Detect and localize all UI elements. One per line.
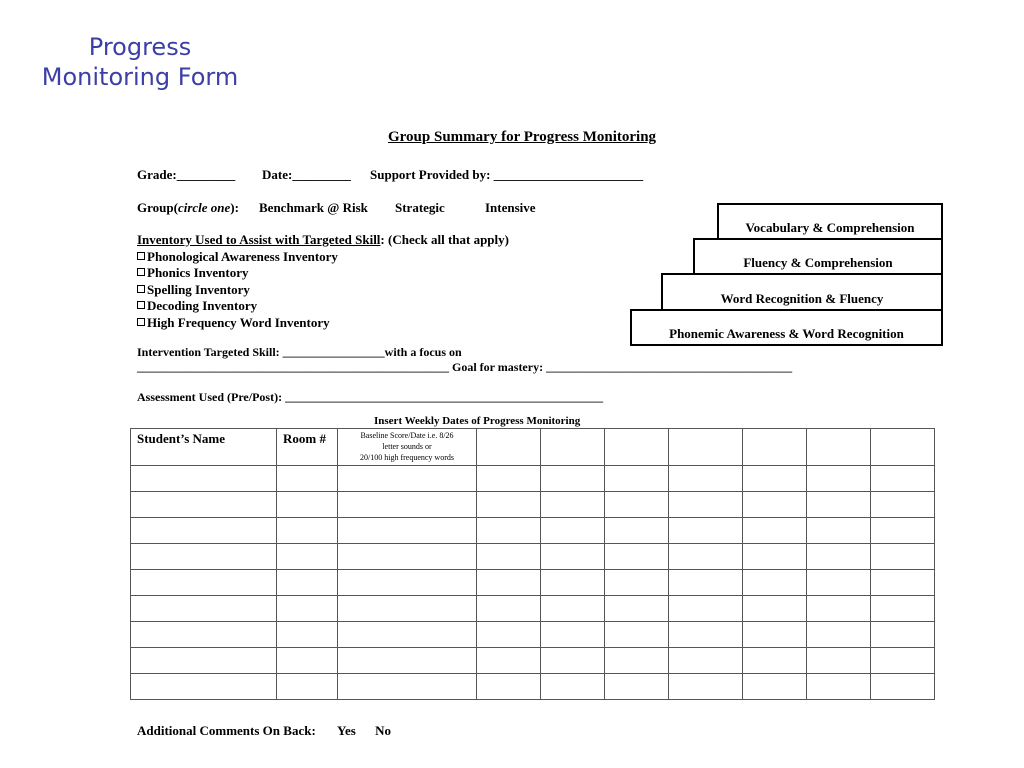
table-header-row xyxy=(131,429,935,466)
score-cell[interactable] xyxy=(871,570,935,596)
checkbox[interactable] xyxy=(137,268,145,276)
baseline-cell[interactable] xyxy=(338,674,477,700)
score-cell[interactable] xyxy=(477,492,541,518)
score-cell[interactable] xyxy=(807,492,871,518)
score-cell[interactable] xyxy=(477,570,541,596)
score-cell[interactable] xyxy=(807,622,871,648)
checkbox[interactable] xyxy=(137,285,145,293)
assessment-field[interactable]: Assessment Used (Pre/Post): _____________________________________________________ xyxy=(137,390,604,404)
group-circle-one: circle one xyxy=(177,200,231,215)
baseline-cell[interactable] xyxy=(338,622,477,648)
score-cell[interactable] xyxy=(541,596,605,622)
room-cell[interactable] xyxy=(277,492,338,518)
room-cell[interactable] xyxy=(277,596,338,622)
score-cell[interactable] xyxy=(871,622,935,648)
baseline-cell[interactable] xyxy=(338,596,477,622)
baseline-cell[interactable] xyxy=(338,648,477,674)
group-option-benchmark[interactable]: Benchmark @ Risk xyxy=(259,200,368,215)
header-room: Room # xyxy=(277,429,338,466)
week-date-cell[interactable] xyxy=(541,429,605,466)
header-baseline xyxy=(338,429,477,466)
checklist-item[interactable] xyxy=(137,249,338,265)
checklist-item[interactable] xyxy=(137,298,338,314)
score-cell[interactable] xyxy=(743,674,807,700)
score-cell[interactable] xyxy=(541,492,605,518)
score-cell[interactable] xyxy=(605,570,669,596)
student-name-cell[interactable] xyxy=(131,492,277,518)
score-cell[interactable] xyxy=(743,596,807,622)
score-cell[interactable] xyxy=(477,596,541,622)
table-row xyxy=(131,492,935,518)
score-cell[interactable] xyxy=(477,544,541,570)
checklist-item-label: Phonics Inventory xyxy=(147,265,249,281)
stair-step-label: Word Recognition & Fluency xyxy=(720,291,884,306)
date-field[interactable]: Date:_________ xyxy=(262,167,351,182)
student-name-cell[interactable] xyxy=(131,518,277,544)
score-cell[interactable] xyxy=(871,674,935,700)
inventory-label: Inventory Used to Assist with Targeted Skill xyxy=(137,232,381,247)
baseline-cell[interactable] xyxy=(338,544,477,570)
goal-mastery-field[interactable]: ____________________________________________________ Goal for mastery: _________________________________________ xyxy=(137,360,793,374)
score-cell[interactable] xyxy=(605,674,669,700)
score-cell[interactable] xyxy=(477,466,541,492)
student-name-cell[interactable] xyxy=(131,570,277,596)
score-cell[interactable] xyxy=(871,492,935,518)
group-suffix: ): xyxy=(230,200,239,215)
score-cell[interactable] xyxy=(743,518,807,544)
inventory-instruction: : (Check all that apply) xyxy=(380,232,509,247)
score-cell[interactable] xyxy=(743,492,807,518)
score-cell[interactable] xyxy=(807,544,871,570)
week-date-cell[interactable] xyxy=(807,429,871,466)
baseline-cell[interactable] xyxy=(338,570,477,596)
checklist-item-label: Phonological Awareness Inventory xyxy=(147,249,338,264)
inventory-checklist xyxy=(137,249,338,331)
table-row xyxy=(131,622,935,648)
score-cell[interactable] xyxy=(669,544,743,570)
week-date-cell[interactable] xyxy=(605,429,669,466)
score-cell[interactable] xyxy=(669,492,743,518)
checkbox[interactable] xyxy=(137,301,145,309)
baseline-cell[interactable] xyxy=(338,492,477,518)
score-cell[interactable] xyxy=(807,674,871,700)
score-cell[interactable] xyxy=(743,622,807,648)
score-cell[interactable] xyxy=(477,622,541,648)
stair-step-vocabulary xyxy=(717,203,943,240)
baseline-cell[interactable] xyxy=(338,518,477,544)
score-cell[interactable] xyxy=(871,518,935,544)
score-cell[interactable] xyxy=(605,544,669,570)
room-cell[interactable] xyxy=(277,674,338,700)
stair-step-fluency xyxy=(693,238,943,275)
comments-label: Additional Comments On Back: xyxy=(137,723,316,738)
score-cell[interactable] xyxy=(743,466,807,492)
grade-field[interactable]: Grade:_________ xyxy=(137,167,236,182)
inventory-heading xyxy=(137,232,509,248)
score-cell[interactable] xyxy=(669,648,743,674)
score-cell[interactable] xyxy=(871,466,935,492)
form-heading: Group Summary for Progress Monitoring xyxy=(388,129,657,145)
group-label xyxy=(137,200,239,216)
weekly-dates-caption: Insert Weekly Dates of Progress Monitoring xyxy=(374,415,581,427)
student-name-cell[interactable] xyxy=(131,596,277,622)
score-cell[interactable] xyxy=(541,518,605,544)
group-option-strategic[interactable]: Strategic xyxy=(395,200,445,215)
room-cell[interactable] xyxy=(277,622,338,648)
checkbox[interactable] xyxy=(137,318,145,326)
score-cell[interactable] xyxy=(541,674,605,700)
support-field[interactable]: Support Provided by: _______________________ xyxy=(370,167,644,182)
page-title-line-1: Progress xyxy=(88,33,192,61)
stair-step-label: Vocabulary & Comprehension xyxy=(745,220,915,235)
page-title-line-2: Monitoring Form xyxy=(41,63,239,91)
score-cell[interactable] xyxy=(871,596,935,622)
score-cell[interactable] xyxy=(871,648,935,674)
score-cell[interactable] xyxy=(605,622,669,648)
table-row xyxy=(131,544,935,570)
score-cell[interactable] xyxy=(477,518,541,544)
score-cell[interactable] xyxy=(669,570,743,596)
intervention-skill-field[interactable]: Intervention Targeted Skill: _________________with a focus on xyxy=(137,345,462,359)
stair-step-label: Phonemic Awareness & Word Recognition xyxy=(669,326,904,341)
score-cell[interactable] xyxy=(669,674,743,700)
student-name-cell[interactable] xyxy=(131,648,277,674)
score-cell[interactable] xyxy=(605,596,669,622)
score-cell[interactable] xyxy=(605,648,669,674)
baseline-line: 20/100 high frequency words xyxy=(360,453,454,462)
score-cell[interactable] xyxy=(541,570,605,596)
baseline-cell[interactable] xyxy=(338,466,477,492)
checklist-item[interactable] xyxy=(137,282,338,298)
table-row xyxy=(131,674,935,700)
checklist-item-label: High Frequency Word Inventory xyxy=(147,314,330,330)
progress-table xyxy=(130,428,935,700)
page-title xyxy=(20,32,260,92)
score-cell[interactable] xyxy=(541,622,605,648)
student-name-cell[interactable] xyxy=(131,544,277,570)
room-cell[interactable] xyxy=(277,544,338,570)
score-cell[interactable] xyxy=(477,674,541,700)
stair-step-word-recognition xyxy=(661,273,943,311)
checklist-item-label: Decoding Inventory xyxy=(147,298,258,314)
comments-no-option[interactable]: No xyxy=(375,723,391,738)
table-row xyxy=(131,596,935,622)
student-name-cell[interactable] xyxy=(131,622,277,648)
week-date-cell[interactable] xyxy=(743,429,807,466)
header-student-name: Student’s Name xyxy=(131,429,277,466)
score-cell[interactable] xyxy=(541,466,605,492)
additional-comments xyxy=(137,723,391,739)
table-row xyxy=(131,648,935,674)
table-row xyxy=(131,570,935,596)
score-cell[interactable] xyxy=(807,518,871,544)
score-cell[interactable] xyxy=(669,596,743,622)
baseline-line: letter sounds or xyxy=(382,442,432,451)
score-cell[interactable] xyxy=(743,544,807,570)
score-cell[interactable] xyxy=(669,518,743,544)
student-name-cell[interactable] xyxy=(131,466,277,492)
week-date-cell[interactable] xyxy=(477,429,541,466)
checkbox[interactable] xyxy=(137,252,145,260)
table-row xyxy=(131,518,935,544)
student-name-cell[interactable] xyxy=(131,674,277,700)
week-date-cell[interactable] xyxy=(871,429,935,466)
checklist-item[interactable] xyxy=(137,265,338,281)
room-cell[interactable] xyxy=(277,518,338,544)
checklist-item[interactable] xyxy=(137,315,338,331)
week-date-cell[interactable] xyxy=(669,429,743,466)
score-cell[interactable] xyxy=(477,648,541,674)
score-cell[interactable] xyxy=(743,570,807,596)
score-cell[interactable] xyxy=(541,544,605,570)
score-cell[interactable] xyxy=(807,570,871,596)
table-row xyxy=(131,466,935,492)
table-body xyxy=(131,466,935,700)
score-cell[interactable] xyxy=(807,466,871,492)
score-cell[interactable] xyxy=(669,622,743,648)
score-cell[interactable] xyxy=(605,492,669,518)
room-cell[interactable] xyxy=(277,570,338,596)
score-cell[interactable] xyxy=(605,518,669,544)
score-cell[interactable] xyxy=(807,648,871,674)
stair-step-label: Fluency & Comprehension xyxy=(743,255,893,270)
room-cell[interactable] xyxy=(277,648,338,674)
checklist-item-label: Spelling Inventory xyxy=(147,281,250,297)
comments-yes-option[interactable]: Yes xyxy=(337,723,356,738)
stair-step-phonemic xyxy=(630,309,943,346)
baseline-line: Baseline Score/Date i.e. 8/26 xyxy=(360,431,454,440)
score-cell[interactable] xyxy=(871,544,935,570)
score-cell[interactable] xyxy=(669,466,743,492)
group-prefix: Group( xyxy=(137,200,178,215)
score-cell[interactable] xyxy=(605,466,669,492)
score-cell[interactable] xyxy=(743,648,807,674)
score-cell[interactable] xyxy=(541,648,605,674)
room-cell[interactable] xyxy=(277,466,338,492)
score-cell[interactable] xyxy=(807,596,871,622)
group-option-intensive[interactable]: Intensive xyxy=(485,200,536,215)
